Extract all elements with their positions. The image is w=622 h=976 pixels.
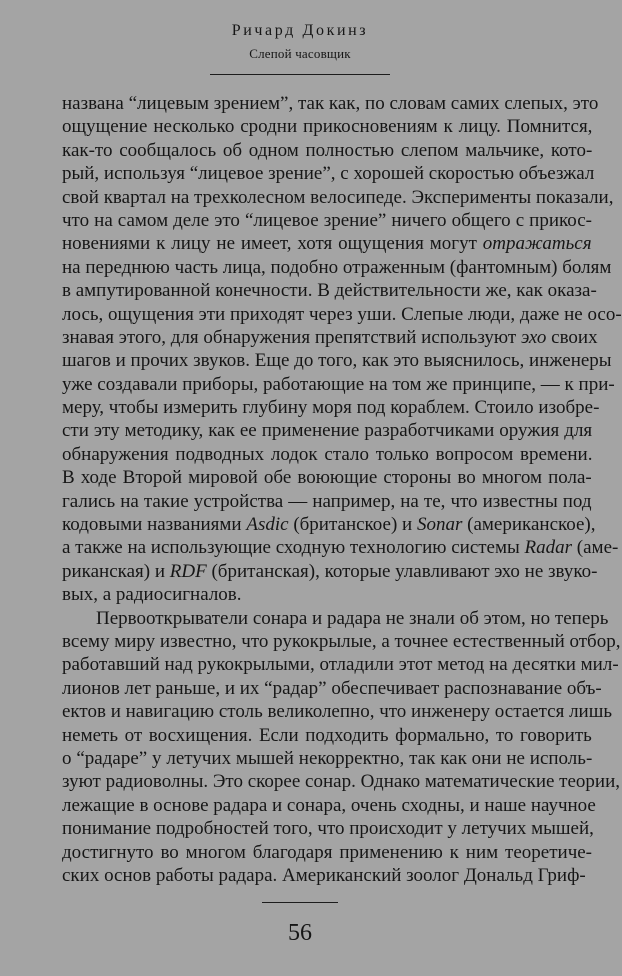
text-line (62, 466, 592, 489)
text-line (62, 490, 592, 513)
text-run: сти эту методику, как ее применение разработчиками оружия для (62, 420, 593, 442)
page-number: 56 (288, 920, 312, 946)
italic-term: Sonar (416, 514, 463, 536)
text-run: В ходе Второй мировой обе воюющие стороны во многом пола- (62, 467, 592, 489)
text-run: что на самом деле это “лицевое зрение” ничего общего с прикос- (62, 209, 593, 231)
body-text (62, 92, 622, 887)
text-line (62, 373, 615, 396)
text-line (62, 256, 612, 279)
text-run: знавая этого, для обнаружения препятствий используют (62, 326, 521, 348)
text-run: как-то сообщалось об одном полностью слепом мальчике, кото- (62, 139, 593, 161)
text-run: вых, а радиосигналов. (62, 584, 242, 606)
text-run: понимание подробностей того, что происходит у летучих мышей, (62, 818, 594, 840)
text-line (62, 303, 622, 326)
text-line (62, 536, 619, 559)
text-line (62, 419, 592, 442)
text-line (62, 653, 619, 676)
text-line (62, 630, 621, 653)
text-run: кодовыми названиями (62, 514, 247, 536)
text-run: свой квартал на трехколесном велосипеде. Эксперименты показали, (62, 186, 614, 208)
text-line (62, 209, 592, 232)
text-run: своих (546, 326, 598, 348)
running-head-title: Слепой часовщик (249, 46, 351, 61)
text-line (62, 326, 598, 349)
text-run: новениями к лицу не имеет, хотя ощущения могут (62, 233, 483, 255)
text-run: рый, используя “лицевое зрение”, с хорошей скоростью объезжал (62, 163, 595, 185)
text-run: (британская), которые улавливают эхо не звуко- (206, 560, 598, 582)
text-line (62, 115, 592, 138)
text-line (62, 232, 592, 255)
text-line (62, 841, 592, 864)
text-line (62, 747, 592, 770)
footer-divider (262, 902, 338, 903)
text-run: (аме- (572, 537, 619, 559)
text-run: работавший над рукокрылыми, отладили этот метод на десятки мил- (62, 654, 619, 676)
text-line (62, 443, 592, 466)
text-line (62, 794, 596, 817)
italic-term: эхо (520, 326, 547, 348)
text-run: ектов и навигацию столь великолепно, что инженеру остается лишь (62, 701, 613, 723)
italic-term: отражаться (482, 233, 592, 255)
text-run: всему миру известно, что рукокрылые, а точнее естественный отбор, (62, 630, 621, 652)
text-run: лионов лет раньше, и их “радар” обеспечивает распознавание объ- (62, 677, 602, 699)
text-run: Первооткрыватели сонара и радара не знали об этом, но теперь (96, 607, 609, 629)
text-line (62, 139, 592, 162)
text-run: достигнуто во многом благодаря применению к ним теоретиче- (62, 841, 593, 863)
text-line (62, 186, 614, 209)
text-run: на переднюю часть лица, подобно отраженным (фантомным) болям (62, 256, 612, 278)
header-divider (210, 74, 390, 75)
text-line (62, 349, 612, 372)
italic-term: Asdic (246, 514, 289, 536)
text-run: неметь от восхищения. Если подходить формально, то говорить (62, 724, 592, 746)
text-run: риканская) и (62, 560, 170, 582)
text-run: уже создавали приборы, работающие на том же принципе, — к при- (62, 373, 615, 395)
text-run: шагов и прочих звуков. Еще до того, как это выяснилось, инженеры (62, 350, 612, 372)
text-line (62, 724, 592, 747)
text-run: ощущение несколько сродни прикосновениям к лицу. Помнится, (62, 116, 593, 138)
text-run: ских основ работы радара. Американский зоолог Дональд Гриф- (62, 864, 586, 886)
text-line (62, 770, 621, 793)
text-run: о “радаре” у летучих мышей некорректно, так как они не исполь- (62, 747, 593, 769)
text-run: названа “лицевым зрением”, так как, по словам самих слепых, это (62, 93, 599, 114)
text-run: обнаружения подводных лодок стало только вопросом времени. (62, 443, 593, 465)
text-line (62, 279, 597, 302)
text-run: зуют радиоволны. Это скорее сонар. Однако математические теории, (62, 771, 621, 793)
text-run: (американское), (462, 514, 596, 536)
text-run: лежащие в основе радара и сонара, очень сходны, и наше научное (62, 794, 596, 816)
text-line (62, 396, 600, 419)
text-run: лось, ощущения эти приходят через уши. Слепые люди, даже не осо- (62, 303, 622, 325)
text-line (62, 92, 599, 115)
text-line (62, 677, 602, 700)
text-run: в ампутированной конечности. В действительности же, как оказа- (62, 280, 597, 302)
text-line (62, 583, 592, 606)
running-head-author: Ричард Докинз (231, 22, 369, 39)
text-line (62, 513, 596, 536)
italic-term: Radar (524, 537, 573, 559)
italic-term: RDF (169, 560, 207, 582)
text-run: а также на использующие сходную технологию системы (62, 537, 525, 559)
text-run: (британское) и (288, 514, 417, 536)
text-line (62, 817, 592, 840)
text-line (62, 607, 609, 630)
text-run: меру, чтобы измерить глубину моря под кораблем. Стоило изобре- (62, 397, 600, 419)
text-run: гались на такие устройства — например, на те, что известны под (62, 490, 592, 512)
text-line (62, 560, 598, 583)
text-line (62, 162, 595, 185)
text-line (62, 700, 613, 723)
text-line (62, 864, 592, 887)
